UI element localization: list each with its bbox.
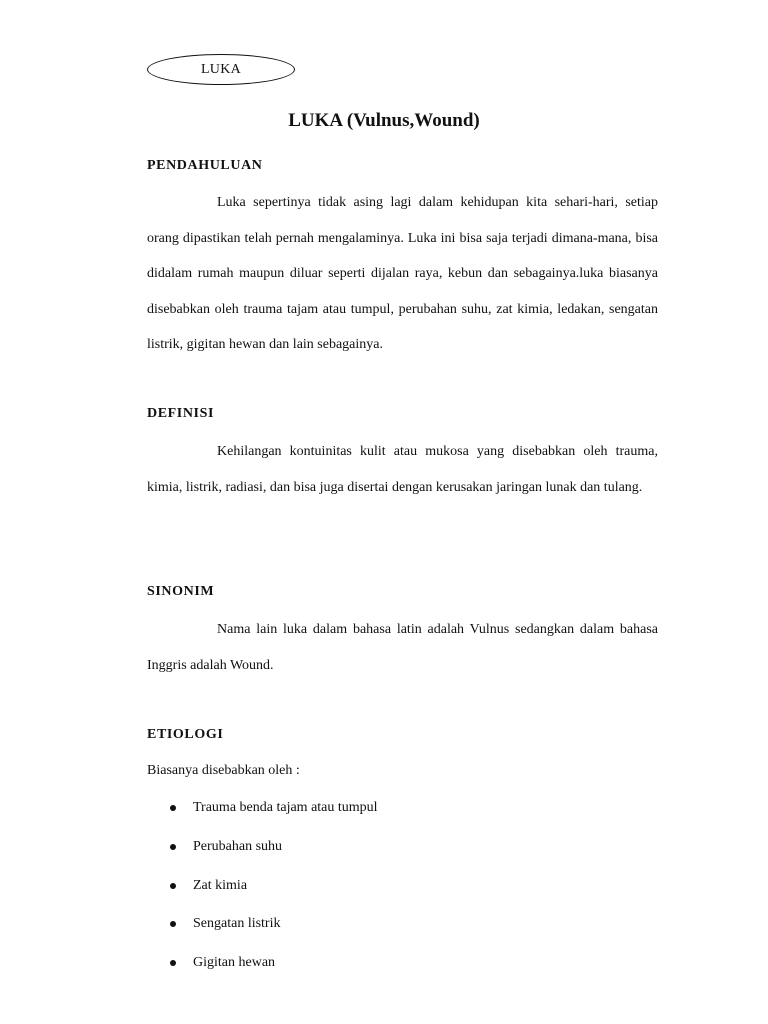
paragraph-pendahuluan-text: Luka sepertinya tidak asing lagi dalam kehidupan kita sehari-hari, setiap orang dipastikan telah pernah mengalaminya. Luka ini bisa saja terjadi dimana-mana, bisa didalam rumah maupun diluar seperti dijalan raya, kebun dan sebagainya.luka biasanya disebabkan oleh trauma tajam atau tumpul, perubahan suhu, zat kimia, ledakan, sengatan listrik, gigitan hewan dan lain sebagainya. — [147, 195, 658, 352]
paragraph-sinonim — [147, 612, 658, 683]
bullet-icon — [170, 844, 176, 850]
bullet-icon — [170, 883, 176, 889]
list-item-text: Zat kimia — [193, 877, 248, 893]
label-oval-text: LUKA — [200, 61, 242, 77]
paragraph-sinonim-text: Nama lain luka dalam bahasa latin adalah Vulnus sedangkan dalam bahasa Inggris adalah Wound. — [147, 622, 658, 673]
list-item-text: Sengatan listrik — [193, 916, 281, 932]
bullet-icon — [170, 805, 176, 811]
paragraph-pendahuluan — [147, 185, 658, 363]
bullet-icon — [170, 960, 176, 966]
heading-etiologi: ETIOLOGI — [147, 727, 224, 742]
list-item-text: Trauma benda tajam atau tumpul — [193, 800, 378, 815]
paragraph-definisi-text: Kehilangan kontuinitas kulit atau mukosa yang disebabkan oleh trauma, kimia, listrik, radiasi, dan bisa juga disertai dengan kerusakan jaringan lunak dan tulang. — [147, 444, 658, 495]
etiologi-intro: Biasanya disebabkan oleh : — [147, 763, 300, 778]
bullet-icon — [170, 921, 176, 927]
list-item-text: Perubahan suhu — [193, 838, 283, 854]
heading-sinonim: SINONIM — [147, 584, 215, 599]
document-title: LUKA (Vulnus,Wound) — [288, 110, 480, 131]
paragraph-definisi — [147, 434, 658, 505]
heading-pendahuluan: PENDAHULUAN — [147, 158, 263, 173]
list-item-text: Gigitan hewan — [193, 955, 276, 971]
label-oval — [147, 54, 295, 85]
heading-definisi: DEFINISI — [147, 406, 215, 421]
